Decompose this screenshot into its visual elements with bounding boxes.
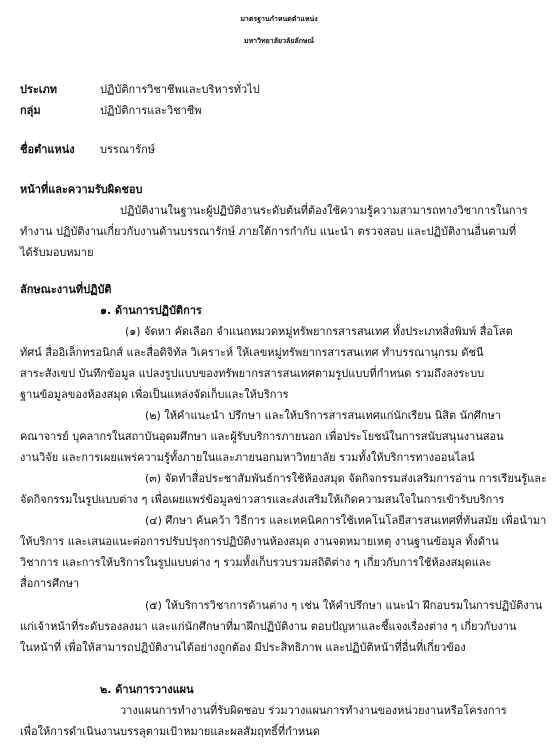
item5-line: ในหน้าที่ เพื่อให้สามารถปฏิบัติงานได้อย่างถูกต้อง มีประสิทธิภาพ และปฏิบัติหน้าที่อื่นที่เกี่ยวข้อง [20,641,466,654]
duties-line: ได้รับมอบหมาย [20,246,94,259]
item4-line: (๔) ศึกษา ค้นคว้า วิธีการ และเทคนิคการใช้เทคโนโลยีสารสนเทศที่ทันสมัย เพื่อนำมา [145,514,547,527]
item5-line: (๕) ให้บริการวิชาการด้านต่าง ๆ เช่น ให้คำปรึกษา แนะนำ ฝึกอบรมในการปฏิบัติงาน [145,599,543,612]
section2-heading: ๒. ด้านการวางแผน [100,683,194,696]
work-heading: ลักษณะงานที่ปฏิบัติ [20,283,112,296]
group-label: กลุ่ม [20,104,41,117]
duties-heading: หน้าที่และความรับผิดชอบ [20,183,143,196]
item1-line: (๑) จัดหา คัดเลือก จำแนกหมวดหมู่ทรัพยากรสารสนเทศ ทั้งประเภทสิ่งพิมพ์ สื่อโสต [125,325,513,338]
item3-line: จัดกิจกรรมในรูปแบบต่าง ๆ เพื่อเผยแพร่ข้อมูลข่าวสารและส่งเสริมให้เกิดความสนใจในการเข้ารับบริการ [20,493,505,506]
doc-subtitle: มหาวิทยาลัยวลัยลักษณ์ [243,37,315,45]
item3-line: (๓) จัดทำสื่อประชาสัมพันธ์การใช้ห้องสมุด จัดกิจกรรมส่งเสริมการอ่าน การเรียนรู้และ [145,472,547,485]
item4-line: ให้บริการ และเสนอแนะต่อการปรับปรุงการปฏิบัติงานห้องสมุด งานจดหมายเหตุ งานฐานข้อมูล ทั้งด้าน [20,535,499,548]
duties-line: ทำงาน ปฏิบัติงานเกี่ยวกับงานด้านบรรณารักษ์ ภายใต้การกำกับ แนะนำ ตรวจสอบ และปฏิบัติงานอื่นตามที่ [20,225,517,238]
item4-line: สื่อการศึกษา [20,577,80,590]
item4-line: วิชาการ และการให้บริการในรูปแบบต่าง ๆ รวมทั้งเก็บรวบรวมสถิติต่าง ๆ เกี่ยวกับการใช้ห้องสมุดและ [20,556,492,569]
item5-line: แก่เจ้าหน้าที่ระดับรองลงมา และแก่นักศึกษาที่มาฝึกปฏิบัติงาน ตอบปัญหาและชี้แจงเรื่องต่าง ๆ เกี่ยวกับงาน [20,620,517,633]
section2-line: วางแผนการทำงานที่รับผิดชอบ ร่วมวางแผนการทำงานของหน่วยงานหรือโครงการ [120,704,507,717]
group-value: ปฏิบัติการและวิชาชีพ [100,104,202,117]
item2-line: คณาจารย์ บุคลากรในสถาบันอุดมศึกษา และผู้รับบริการภายนอก เพื่อประโยชน์ในการสนับสนุนงานสอน [20,430,504,443]
section2-line: เพื่อให้การดำเนินงานบรรลุตามเป้าหมายและผลสัมฤทธิ์ที่กำหนด [20,725,320,738]
item1-line: ฐานข้อมูลของห้องสมุด เพื่อเป็นแหล่งจัดเก็บและให้บริการ [20,388,289,401]
section1-heading: ๑. ด้านการปฏิบัติการ [100,304,202,317]
item1-line: ทัศน์ สื่ออิเล็กทรอนิกส์ และสื่อดิจิทัล วิเคราะห์ ให้เลขหมู่ทรัพยากรสารสนเทศ ทำบรรณานุกรม ดัชนี [20,346,484,359]
type-value: ปฏิบัติการวิชาชีพและบริหารทั่วไป [100,83,260,96]
position-label: ชื่อตำแหน่ง [20,143,75,156]
item2-line: งานวิจัย และการเผยแพร่ความรู้ทั้งภายในและภายนอกมหาวิทยาลัย รวมทั้งให้บริการทางออนไลน์ [20,451,475,464]
item1-line: สาระสังเขป บันทึกข้อมูล แปลงรูปแบบของทรัพยากรสารสนเทศตามรูปแบบที่กำหนด รวมถึงลงระบบ [20,367,485,380]
position-value: บรรณารักษ์ [100,143,155,156]
type-label: ประเภท [20,83,58,96]
duties-line: ปฏิบัติงานในฐานะผู้ปฏิบัติงานระดับต้นที่ต้องใช้ความรู้ความสามารถทางวิชาการในการ [120,204,528,217]
doc-title: มาตรฐานกำหนดตำแหน่ง [240,15,318,23]
item2-line: (๒) ให้คำแนะนำ ปรึกษา และให้บริการสารสนเทศแก่นักเรียน นิสิต นักศึกษา [145,409,501,422]
